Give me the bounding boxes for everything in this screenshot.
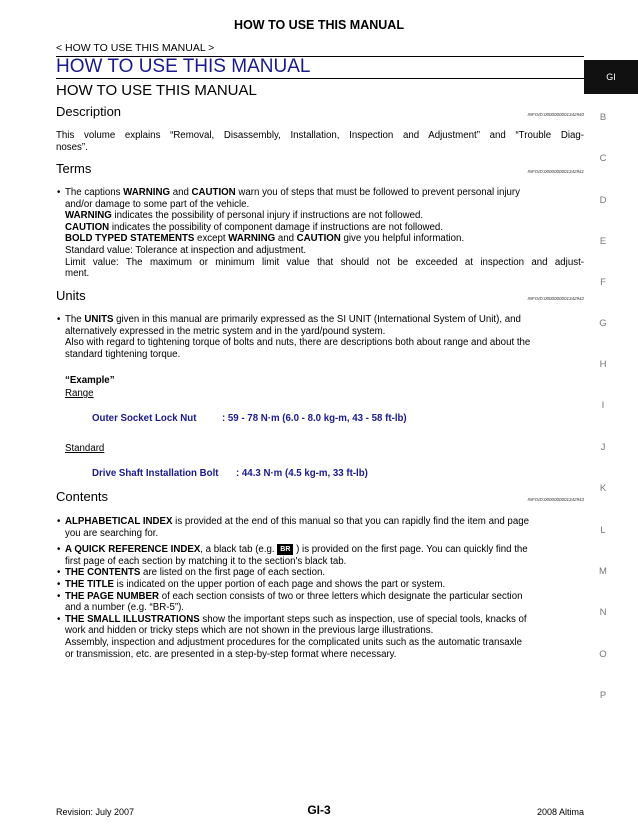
standard-value: : 44.3 N·m (4.5 kg-m, 33 ft-lb): [236, 468, 368, 479]
contents-bullet-index: • ALPHABETICAL INDEX is provided at the end of this manual so that you can rapidly find the item and page you are searching for.: [57, 516, 529, 539]
bullet-mark: •: [57, 187, 61, 198]
contents-bullet-page-number: • THE PAGE NUMBER of each section consists of two or three letters which designate the particular section and a number (e.g. “BR-5”).: [57, 590, 523, 614]
section-title: HOW TO USE THIS MANUAL: [56, 56, 311, 77]
side-letter-k: K: [599, 483, 607, 494]
side-letter-e: E: [599, 236, 607, 247]
page-subtitle: HOW TO USE THIS MANUAL: [56, 82, 257, 99]
side-letter-n: N: [599, 607, 607, 618]
side-letter-i: I: [601, 400, 605, 411]
description-line-2: noses”.: [56, 141, 88, 153]
range-value: : 59 - 78 N·m (6.0 - 8.0 kg-m, 43 - 58 ft-lb): [222, 413, 407, 424]
bullet-mark: •: [57, 544, 61, 556]
bullet-mark: •: [57, 590, 61, 602]
breadcrumb: < HOW TO USE THIS MANUAL >: [56, 42, 215, 54]
contents-bullet-illustrations: • THE SMALL ILLUSTRATIONS show the important steps such as inspection, use of special tools, knacks of work and hidden or tricky steps which are not shown in the previous large illustrations. Assembly, inspection and adjustment procedures for the complicated units such as the automatic transaxle or transmission, etc. are presented in a step-by-step format where necessary.: [57, 613, 527, 660]
section-tab-gi[interactable]: GI: [584, 60, 638, 94]
footer-model: 2008 Altima: [536, 807, 584, 817]
br-tab-example: BR: [277, 544, 293, 555]
description-line-1: This volume explains “Removal, Disassembly, Installation, Inspection and Adjustment” and “Trouble Diag-: [56, 130, 584, 141]
standard-label: Standard: [65, 443, 105, 454]
units-body: [56, 314, 584, 360]
side-letter-d: D: [599, 195, 607, 206]
description-info-id: INFOID:0000000001342940: [527, 112, 584, 117]
bullet-mark: •: [57, 516, 61, 527]
side-letter-f: F: [600, 277, 606, 288]
side-letter-g: G: [599, 318, 607, 329]
bullet-mark: •: [57, 314, 61, 325]
bullet-mark: •: [57, 613, 61, 625]
bullet-mark: •: [57, 567, 61, 579]
units-info-id: INFOID:0000000001342942: [527, 296, 584, 301]
terms-heading: Terms: [56, 161, 92, 176]
section-title-divider: [56, 78, 584, 79]
side-letter-p: P: [599, 690, 607, 701]
units-heading: Units: [56, 288, 86, 303]
side-letter-j: J: [600, 442, 606, 453]
units-bullet: • The UNITS given in this manual are primarily expressed as the SI UNIT (International System of Unit), and alternatively expressed in the metric system and in the yard/pound system. Also with regard to tightening torque of bolts and nuts, there are descriptions both about range and about the standard tightening torque.: [57, 314, 531, 360]
page-header-title: HOW TO USE THIS MANUAL: [234, 18, 404, 32]
footer-revision: Revision: July 2007: [56, 807, 135, 817]
description-heading: Description: [56, 104, 122, 119]
range-label: Range: [65, 388, 94, 399]
bullet-mark: •: [57, 578, 61, 590]
side-letter-c: C: [599, 153, 607, 164]
description-body: [56, 130, 584, 153]
side-letter-h: H: [599, 359, 607, 370]
terms-info-id: INFOID:0000000001342941: [527, 169, 584, 174]
contents-body: [56, 516, 584, 660]
contents-info-id: INFOID:0000000001342943: [527, 497, 584, 502]
example-label: “Example”: [65, 375, 115, 386]
range-item: Outer Socket Lock Nut: [92, 413, 197, 424]
side-letter-l: L: [600, 525, 606, 536]
footer-page-number: GI-3: [307, 803, 331, 817]
terms-body: [56, 187, 584, 280]
contents-heading: Contents: [56, 489, 109, 504]
side-letter-b: B: [599, 112, 607, 123]
terms-bullet: • The captions WARNING and CAUTION warn you of steps that must be followed to prevent personal injury and/or damage to some part of the vehicle. WARNING indicates the possibility of personal injury if instructions are not followed. CAUTION indicates the possibility of component damage if instructions are not followed. BOLD TYPED STATEMENTS except WARNING and CAUTION give you helpful information. Standard value: Tolerance at inspection and adjustment. Limit value: The maximum or minimum limit value that should not be exceeded at inspection and adjust- ment.: [57, 187, 584, 280]
side-letter-o: O: [599, 649, 607, 660]
contents-bullet-contents: • THE CONTENTS are listed on the first page of each section.: [57, 567, 326, 579]
standard-item: Drive Shaft Installation Bolt: [92, 468, 219, 479]
contents-bullet-quick-reference: • A QUICK REFERENCE INDEX, a black tab (e.g. BR ) is provided on the first page. You can quickly find the first page of each section by matching it to the section's black tab.: [57, 544, 528, 567]
side-letter-m: M: [599, 566, 607, 577]
contents-bullet-title: • THE TITLE is indicated on the upper portion of each page and shows the part or system.: [57, 578, 446, 590]
